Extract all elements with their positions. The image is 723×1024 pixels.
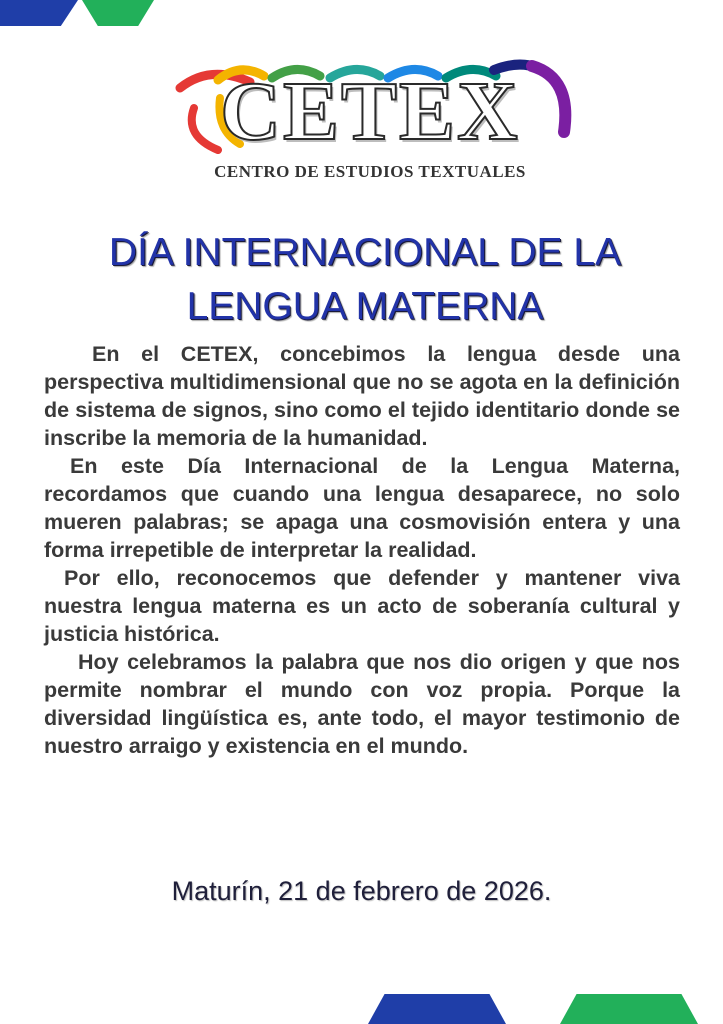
statement-body xyxy=(44,340,680,760)
page-title xyxy=(40,226,690,334)
corner-decoration-green-bottom xyxy=(560,994,698,1024)
corner-decoration-green-top xyxy=(82,0,154,26)
paragraph: Por ello, reconocemos que defender y mantener viva nuestra lengua materna es un acto de soberanía cultural y justicia histórica. xyxy=(44,566,680,646)
corner-decoration-blue-top xyxy=(0,0,78,26)
corner-decoration-blue-bottom xyxy=(368,994,506,1024)
paragraph: En el CETEX, concebimos la lengua desde una perspectiva multidimensional que no se agota en la definición de sistema de signos, sino como el tejido identitario donde se inscribe la memoria de la humanidad. xyxy=(44,342,680,450)
signature-date: Maturín, 21 de febrero de 2026. xyxy=(171,876,552,906)
cetex-logo xyxy=(160,58,580,188)
title-line-2: LENGUA MATERNA xyxy=(186,285,544,328)
logo-subtitle: CENTRO DE ESTUDIOS TEXTUALES xyxy=(214,162,526,181)
title-line-1: DÍA INTERNACIONAL DE LA xyxy=(108,231,622,274)
paragraph: Hoy celebramos la palabra que nos dio origen y que nos permite nombrar el mundo con voz propia. Porque la diversidad lingüística es, ante todo, el mayor testimonio de nuestro arraigo y existencia en el mundo. xyxy=(44,650,680,758)
paragraph: En este Día Internacional de la Lengua Materna, recordamos que cuando una lengua desaparece, no solo mueren palabras; se apaga una cosmovisión entera y una forma irrepetible de interpretar la realidad. xyxy=(44,454,680,562)
logo-wordmark: CETEX xyxy=(220,65,520,158)
